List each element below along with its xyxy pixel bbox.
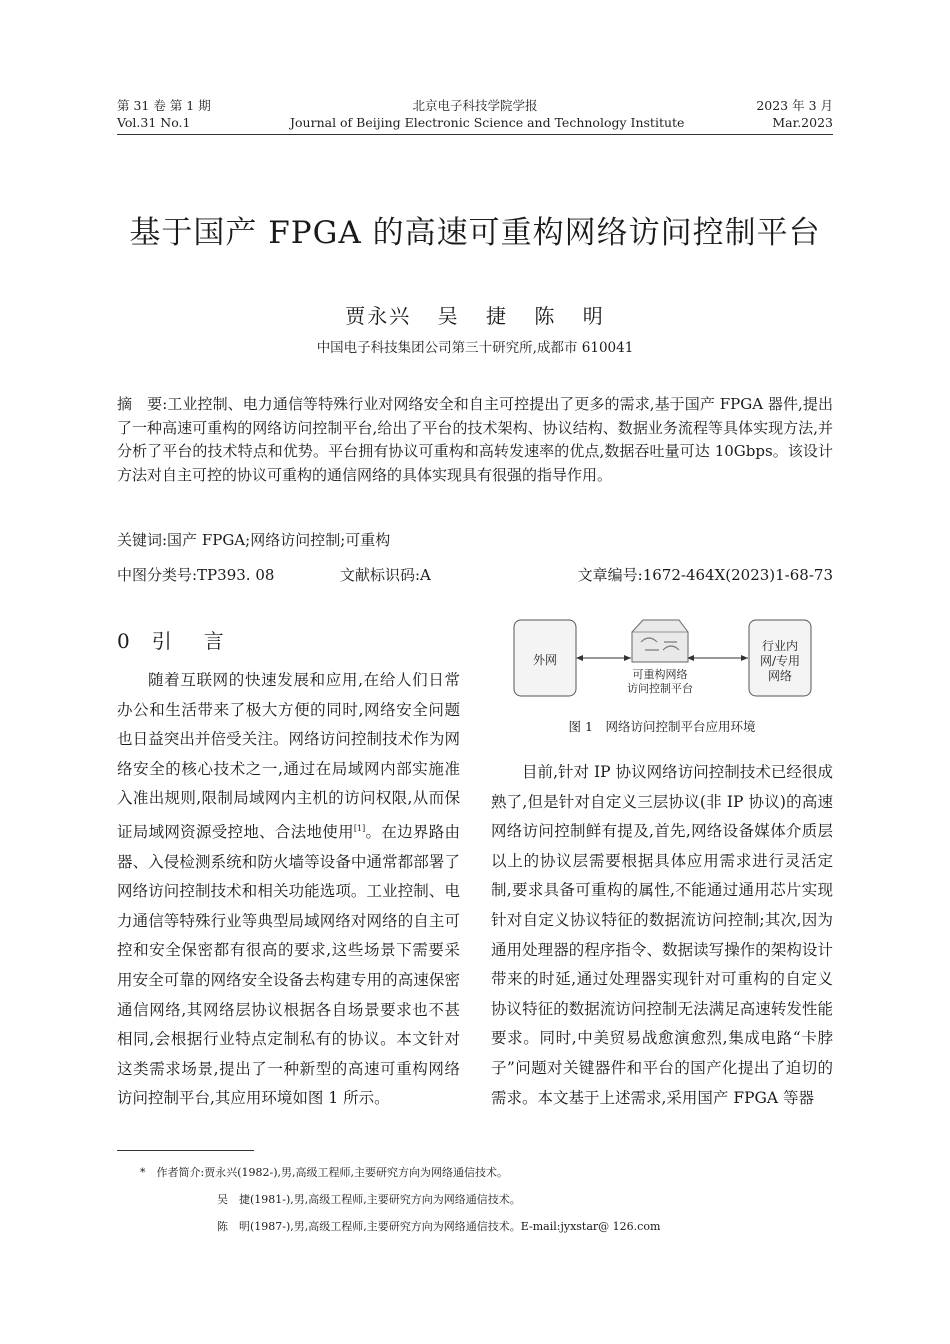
header-divider — [117, 134, 833, 135]
footnote-author-2: 吴 捷(1981-),男,高级工程师,主要研究方向为网络通信技术。 — [217, 1193, 521, 1206]
journal-date — [756, 97, 833, 131]
section-heading — [117, 625, 230, 654]
keywords: 关键词:国产 FPGA;网络访问控制;可重构 — [117, 531, 391, 549]
classification-number: 中图分类号:TP393. 08 — [117, 566, 275, 584]
footnote-author-3: 陈 明(1987-),男,高级工程师,主要研究方向为网络通信技术。E-mail:jyxstar@ 126.com — [217, 1220, 661, 1233]
journal-volume-issue — [117, 97, 211, 131]
abstract-label: 摘 要: — [117, 395, 168, 413]
document-code: 文献标识码:A — [340, 566, 431, 584]
abstract-text: 工业控制、电力通信等特殊行业对网络安全和自主可控提出了更多的需求,基于国产 FPGA 器件,提出了一种高速可重构的网络访问控制平台,给出了平台的技术架构、协议结构、数据业务流程等具体实现方法,并分析了平台的技术特点和优势。平台拥有协议可重构和高转发速率的优点,数据吞吐量可达 10Gbps。该设计方法对自主可控的协议可重构的通信网络的具体实现具有很强的指导作用。 — [117, 395, 833, 484]
section-number: 0 — [117, 629, 130, 653]
platform-label-2: 访问控制平台 — [627, 682, 693, 695]
firewall-icon — [632, 620, 688, 662]
abstract — [117, 393, 833, 487]
footnote-divider — [117, 1150, 254, 1151]
paper-title: 基于国产 FPGA 的高速可重构网络访问控制平台 — [129, 215, 821, 251]
intro-paragraph-right: 目前,针对 IP 协议网络访问控制技术已经很成熟了,但是针对自定义三层协议(非 IP 协议)的高速网络访问控制鲜有提及,首先,网络设备媒体介质层以上的协议层需要根据具体应用需求进行灵活定制,要求具备可重构的属性,不能通过通用芯片实现针对自定义协议特征的数据流访问控制;其次,因为通用处理器的程序指令、数据读写操作的架构设计带来的时延,通过处理器实现针对可重构的自定义协议特征的数据流访问控制无法满足高速转发性能要求。同时,中美贸易战愈演愈烈,集成电路“卡脖子”问题对关键器件和平台的国产化提出了迫切的需求。本文基于上述需求,采用国产 FPGA 等器 — [491, 763, 833, 1107]
author-affiliation: 中国电子科技集团公司第三十研究所,成都市 610041 — [316, 340, 634, 356]
intro-left-column — [117, 666, 460, 1114]
industry-network-label-1: 行业内 — [761, 639, 799, 653]
intro-right-column — [491, 758, 833, 1113]
citation[interactable]: [1] — [353, 823, 366, 833]
paper-authors: 贾永兴 吴 捷 陈 明 — [345, 304, 605, 328]
figure-1-caption: 图 1 网络访问控制平台应用环境 — [568, 719, 756, 734]
footnote-author-1: * 作者简介:贾永兴(1982-),男,高级工程师,主要研究方向为网络通信技术。 — [140, 1166, 508, 1179]
journal-name-en: Journal of Beijing Electronic Science and Technology Institute — [290, 115, 685, 130]
date-cn: 2023 年 3 月 — [756, 98, 833, 113]
platform-label-1: 可重构网络 — [632, 668, 688, 681]
intro-text-b: 。在边界路由器、入侵检测系统和防火墙等设备中通常都部署了网络访问控制技术和相关功能选项。工业控制、电力通信等特殊行业等典型局域网络对网络的自主可控和安全保密都有很高的要求,这些场景下需要采用安全可靠的网络安全设备去构建专用的高速保密通信网络,其网络层协议根据各自场景要求也不甚相同,会根据行业特点定制私有的协议。本文针对这类需求场景,提出了一种新型的高速可重构网络访问控制平台,其应用环境如图 1 所示。 — [117, 822, 460, 1108]
section-title: 引 言 — [151, 629, 230, 653]
intro-paragraph — [117, 666, 460, 1114]
figure-1-diagram — [491, 612, 833, 734]
industry-network-label-2: 网/专用 — [759, 654, 801, 668]
volume-issue-cn: 第 31 卷 第 1 期 — [117, 98, 211, 113]
volume-issue-en: Vol.31 No.1 — [117, 115, 191, 130]
article-number: 文章编号:1672-464X(2023)1-68-73 — [577, 566, 833, 584]
journal-name — [290, 97, 685, 131]
intro-text-a: 随着互联网的快速发展和应用,在给人们日常办公和生活带来了极大方便的同时,网络安全问题也日益突出并倍受关注。网络访问控制技术作为网络安全的核心技术之一,通过在局域网内部实施准入准出规则,限制局域网内主机的访问权限,从而保证局域网资源受控地、合法地使用 — [117, 671, 460, 841]
journal-name-cn: 北京电子科技学院学报 — [412, 98, 538, 113]
external-network-label: 外网 — [532, 653, 558, 667]
industry-network-label-3: 网络 — [767, 669, 793, 683]
date-en: Mar.2023 — [772, 115, 833, 130]
